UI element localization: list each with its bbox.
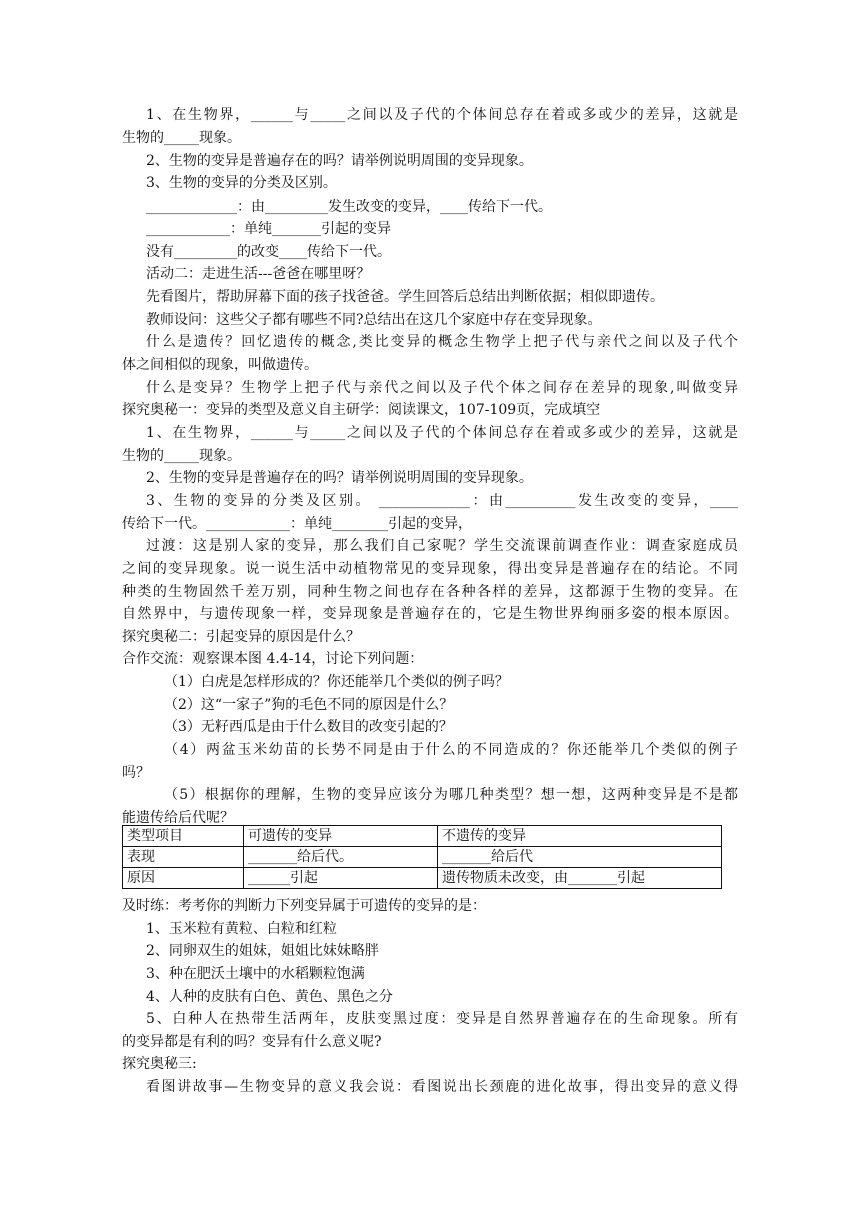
paragraph-line: 生物的_____现象。 (122, 448, 241, 464)
question-line: 吗？ (122, 765, 150, 781)
paragraph-line: 种类的生物固然千差万别，同种生物之间也存在各种各样的差异，这都源于生物的变异。在 (122, 584, 738, 600)
paragraph-line: 合作交流：观察课本图 4.4-14，讨论下列问题： (122, 651, 424, 667)
variation-table (122, 825, 722, 889)
table-cell: 原因 (123, 868, 244, 889)
paragraph-line: 没有_________的改变____传给下一代。 (146, 244, 391, 260)
paragraph-line: 先看图片，帮助屏幕下面的孩子找爸爸。学生回答后总结出判断依据；相似即遗传。 (146, 289, 664, 305)
paragraph-line: 体之间相似的现象，叫做遗传。 (122, 357, 318, 373)
question-line: 能遗传给后代呢？ (122, 810, 234, 826)
table-header-cell: 不遗传的变异 (438, 826, 722, 847)
question-line: （1）白虎是怎样形成的？你还能举几个类似的例子吗？ (164, 674, 509, 690)
section-heading: 及时练：考考你的判断力下列变异属于可遗传的变异的是： (122, 898, 486, 914)
list-item: 1、玉米粒有黄粒、白粒和红粒 (146, 921, 337, 937)
paragraph-line: 自然界中，与遗传现象一样，变异现象是普遍存在的，它是生物世界绚丽多姿的根本原因。 (122, 606, 738, 622)
question-line: （5）根据你的理解，生物的变异应该分为哪几种类型？想一想，这两种变异是不是都 (164, 787, 738, 803)
paragraph-line: 看图讲故事—生物变异的意义我会说：看图说出长颈鹿的进化故事，得出变异的意义得 (146, 1079, 738, 1095)
paragraph-line: _____________：由_________发生改变的变异，____传给下一代。 (146, 199, 552, 215)
paragraph-line: 什么是变异？生物学上把子代与亲代之间以及子代个体之间存在差异的现象,叫做变异 (146, 380, 738, 396)
paragraph-line: 传给下一代。____________：单纯________引起的变异， (122, 516, 472, 532)
section-heading: 探究奥秘三: (122, 1056, 197, 1072)
table-cell: _______给后代。 (244, 847, 438, 868)
list-item: 2、同卵双生的姐妹，姐姐比妹妹略胖 (146, 943, 379, 959)
list-item: 3、种在肥沃土壤中的水稻颗粒饱满 (146, 966, 365, 982)
paragraph-line: 2、生物的变异是普遍存在的吗？请举例说明周围的变异现象。 (146, 470, 533, 486)
paragraph-line: 1、在生物界，______与_____之间以及子代的个体间总存在着或多或少的差异，这就是 (146, 425, 738, 441)
paragraph-line: ____________：单纯_______引起的变异 (146, 221, 391, 237)
paragraph-line: 3、生物的变异的分类及区别。 _____________：由__________发生改变的变异，____ (146, 493, 738, 509)
list-item: 4、人种的皮肤有白色、黄色、黑色之分 (146, 989, 393, 1005)
question-line: （4）两盆玉米幼苗的长势不同是由于什么的不同造成的？你还能举几个类似的例子 (164, 742, 738, 758)
question-line: （3）无籽西瓜是由于什么数目的改变引起的？ (164, 719, 453, 735)
table-cell: ______引起 (244, 868, 438, 889)
section-heading: 探究奥秘一：变异的类型及意义自主研学：阅读课文，107-109页，完成填空 (122, 402, 601, 418)
paragraph-line: 1、在生物界，______与_____之间以及子代的个体间总存在着或多或少的差异，这就是 (146, 107, 738, 123)
paragraph-line: 的变异都是有利的吗？变异有什么意义呢? (122, 1034, 382, 1050)
paragraph-line: 生物的_____现象。 (122, 130, 241, 146)
paragraph-line: 教师设问：这些父子都有哪些不同?总结出在这几个家庭中存在变异现象。 (146, 312, 602, 328)
paragraph-line: 什么是遗传？回忆遗传的概念,类比变异的概念生物学上把子代与亲代之间以及子代个 (146, 334, 738, 350)
list-item: 5、白种人在热带生活两年，皮肤变黑过度：变异是自然界普遍存在的生命现象。所有 (146, 1011, 738, 1027)
table-header-row (123, 826, 722, 847)
table-cell: _______给后代 (438, 847, 722, 868)
table-cell: 遗传物质未改变，由_______引起 (438, 868, 722, 889)
table-row (123, 868, 722, 889)
table-header-cell: 类型项目 (123, 826, 244, 847)
paragraph-line: 3、生物的变异的分类及区别。 (146, 175, 337, 191)
paragraph-line: 活动二：走进生活---爸爸在哪里呀？ (146, 266, 371, 282)
paragraph-line: 之间的变异现象。说一说生活中动植物常见的变异现象，得出变异是普遍存在的结论。不同 (122, 561, 738, 577)
question-line: （2）这“一家子”狗的毛色不同的原因是什么？ (164, 697, 454, 713)
table-row (123, 847, 722, 868)
section-heading: 探究奥秘二：引起变异的原因是什么？ (122, 629, 360, 645)
paragraph-line: 过渡：这是别人家的变异，那么我们自己家呢？学生交流课前调查作业：调查家庭成员 (146, 538, 738, 554)
table-header-cell: 可遗传的变异 (244, 826, 438, 847)
table-cell: 表现 (123, 847, 244, 868)
paragraph-line: 2、生物的变异是普遍存在的吗？请举例说明周围的变异现象。 (146, 153, 533, 169)
